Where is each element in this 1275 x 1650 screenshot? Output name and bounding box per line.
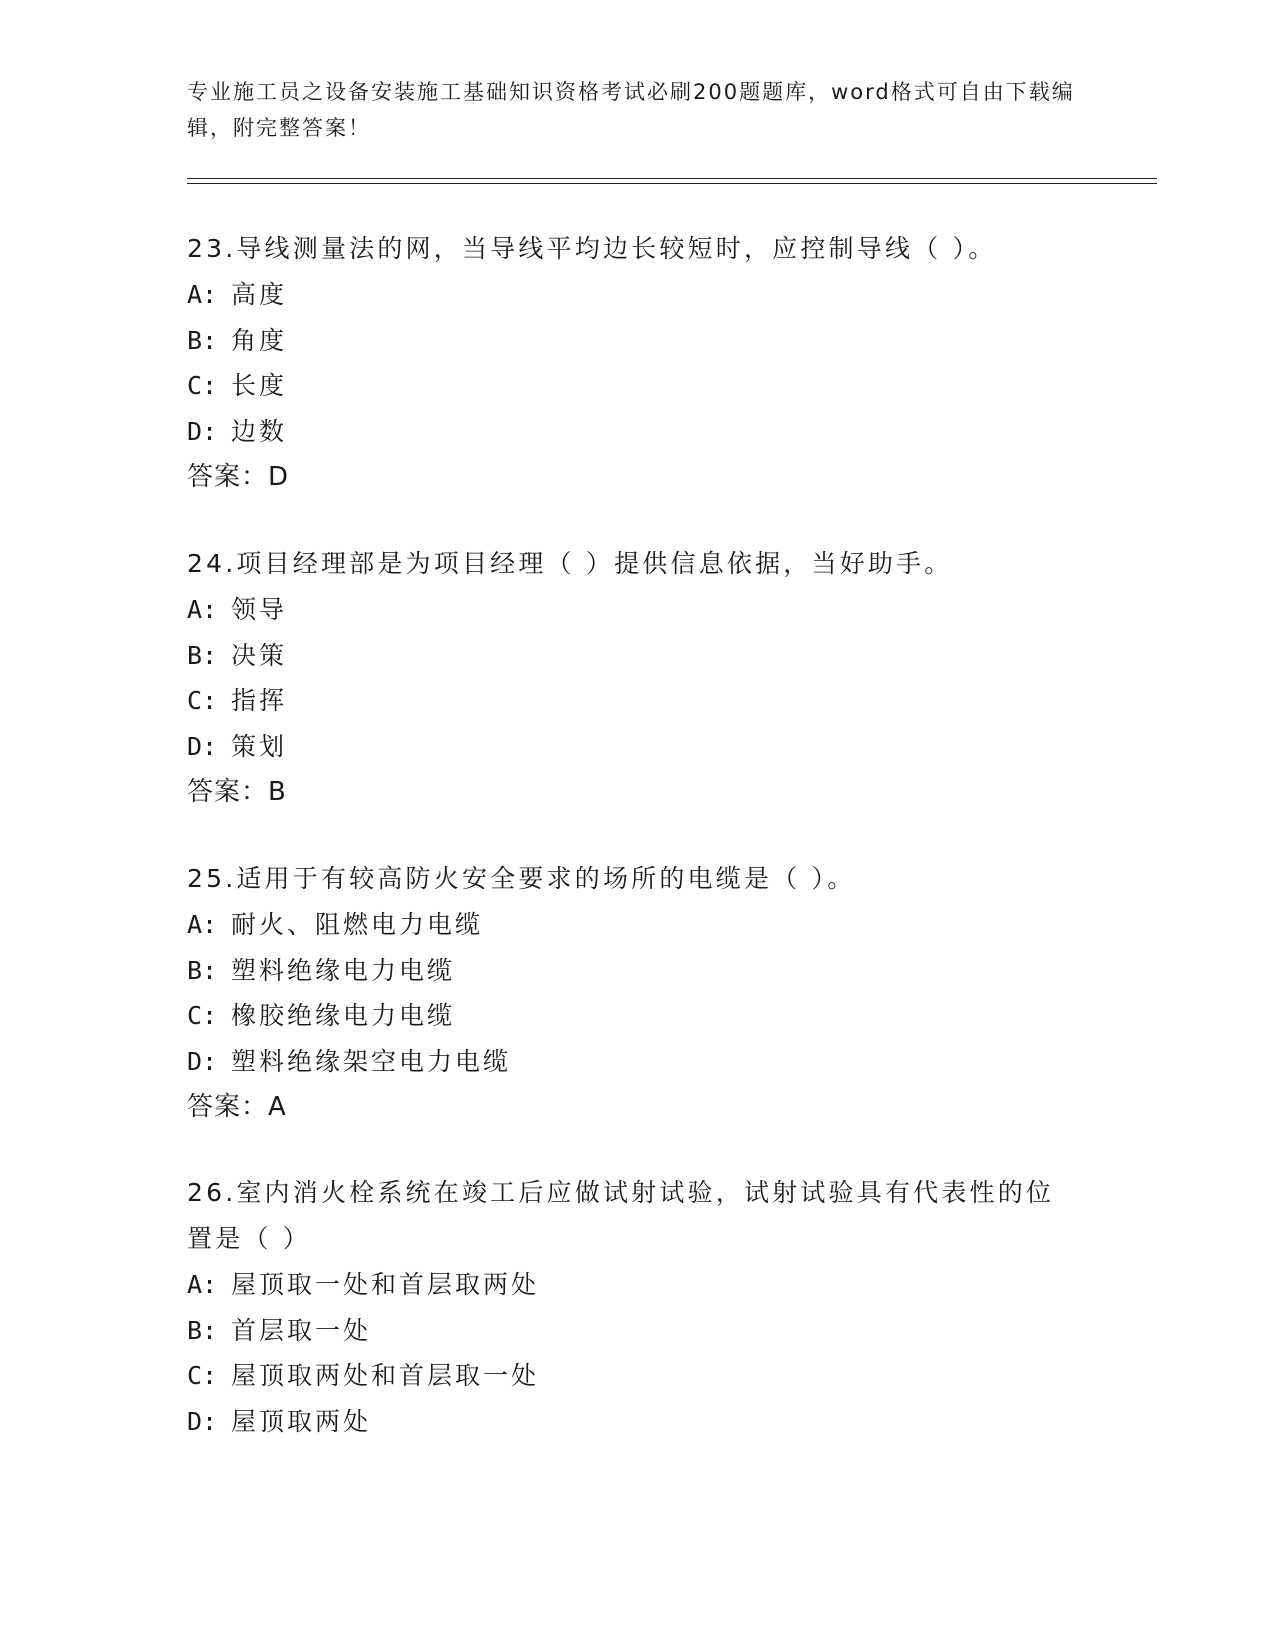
option-key: D: xyxy=(187,1046,218,1076)
option-text: 高度 xyxy=(231,280,288,309)
option-key: D: xyxy=(187,416,218,446)
option-a xyxy=(187,587,1087,633)
question-stem: 26.室内消火栓系统在竣工后应做试射试验，试射试验具有代表性的位置是（ ） xyxy=(187,1178,1055,1253)
option-key: C: xyxy=(187,371,218,400)
option-text: 边数 xyxy=(231,416,288,446)
option-d xyxy=(187,1039,1087,1085)
header-divider-top xyxy=(187,178,1157,179)
option-key: A: xyxy=(187,910,218,939)
option-text: 长度 xyxy=(231,371,288,400)
option-text: 策划 xyxy=(231,731,288,761)
option-text: 塑料绝缘架空电力电缆 xyxy=(231,1046,512,1076)
option-d xyxy=(187,1399,1087,1445)
option-text: 领导 xyxy=(231,595,288,624)
option-text: 屋顶取一处和首层取两处 xyxy=(231,1270,540,1299)
option-key: A: xyxy=(187,280,218,309)
answer-line: 答案：B xyxy=(187,777,287,807)
header-divider-bottom xyxy=(187,183,1157,184)
option-key: B: xyxy=(187,325,218,355)
option-text: 耐火、阻燃电力电缆 xyxy=(231,910,484,939)
option-text: 屋顶取两处 xyxy=(231,1406,372,1436)
option-b xyxy=(187,1308,1087,1354)
question-24 xyxy=(187,541,1087,815)
option-key: A: xyxy=(187,595,218,624)
option-key: D: xyxy=(187,731,218,761)
option-text: 首层取一处 xyxy=(231,1315,372,1345)
option-c xyxy=(187,1353,1087,1399)
option-key: A: xyxy=(187,1270,218,1299)
option-text: 角度 xyxy=(231,325,288,355)
option-c xyxy=(187,363,1087,409)
question-26 xyxy=(187,1170,1087,1444)
option-d xyxy=(187,724,1087,770)
option-b xyxy=(187,948,1087,994)
option-text: 决策 xyxy=(231,640,288,670)
question-stem: 25.适用于有较高防火安全要求的场所的电缆是（ ）。 xyxy=(187,864,856,893)
option-text: 屋顶取两处和首层取一处 xyxy=(231,1361,540,1390)
option-a xyxy=(187,902,1087,948)
option-text: 指挥 xyxy=(231,686,288,715)
option-key: B: xyxy=(187,1315,218,1345)
option-d xyxy=(187,409,1087,455)
option-b xyxy=(187,318,1087,364)
option-c xyxy=(187,993,1087,1039)
option-key: C: xyxy=(187,686,218,715)
question-25 xyxy=(187,856,1087,1130)
option-key: B: xyxy=(187,640,218,670)
question-23 xyxy=(187,226,1087,500)
option-key: D: xyxy=(187,1406,218,1436)
option-key: C: xyxy=(187,1001,218,1030)
question-stem: 23.导线测量法的网，当导线平均边长较短时，应控制导线（ ）。 xyxy=(187,234,997,263)
answer-line: 答案：A xyxy=(187,1092,287,1122)
question-stem: 24.项目经理部是为项目经理（ ）提供信息依据，当好助手。 xyxy=(187,549,953,578)
answer-line: 答案：D xyxy=(187,462,290,492)
option-key: C: xyxy=(187,1361,218,1390)
option-c xyxy=(187,678,1087,724)
option-a xyxy=(187,272,1087,318)
option-b xyxy=(187,633,1087,679)
option-text: 橡胶绝缘电力电缆 xyxy=(231,1001,456,1030)
option-key: B: xyxy=(187,955,218,985)
document-header: 专业施工员之设备安装施工基础知识资格考试必刷200题题库，word格式可自由下载编辑，附完整答案！ xyxy=(187,80,1075,140)
option-text: 塑料绝缘电力电缆 xyxy=(231,955,456,985)
option-a xyxy=(187,1262,1087,1308)
